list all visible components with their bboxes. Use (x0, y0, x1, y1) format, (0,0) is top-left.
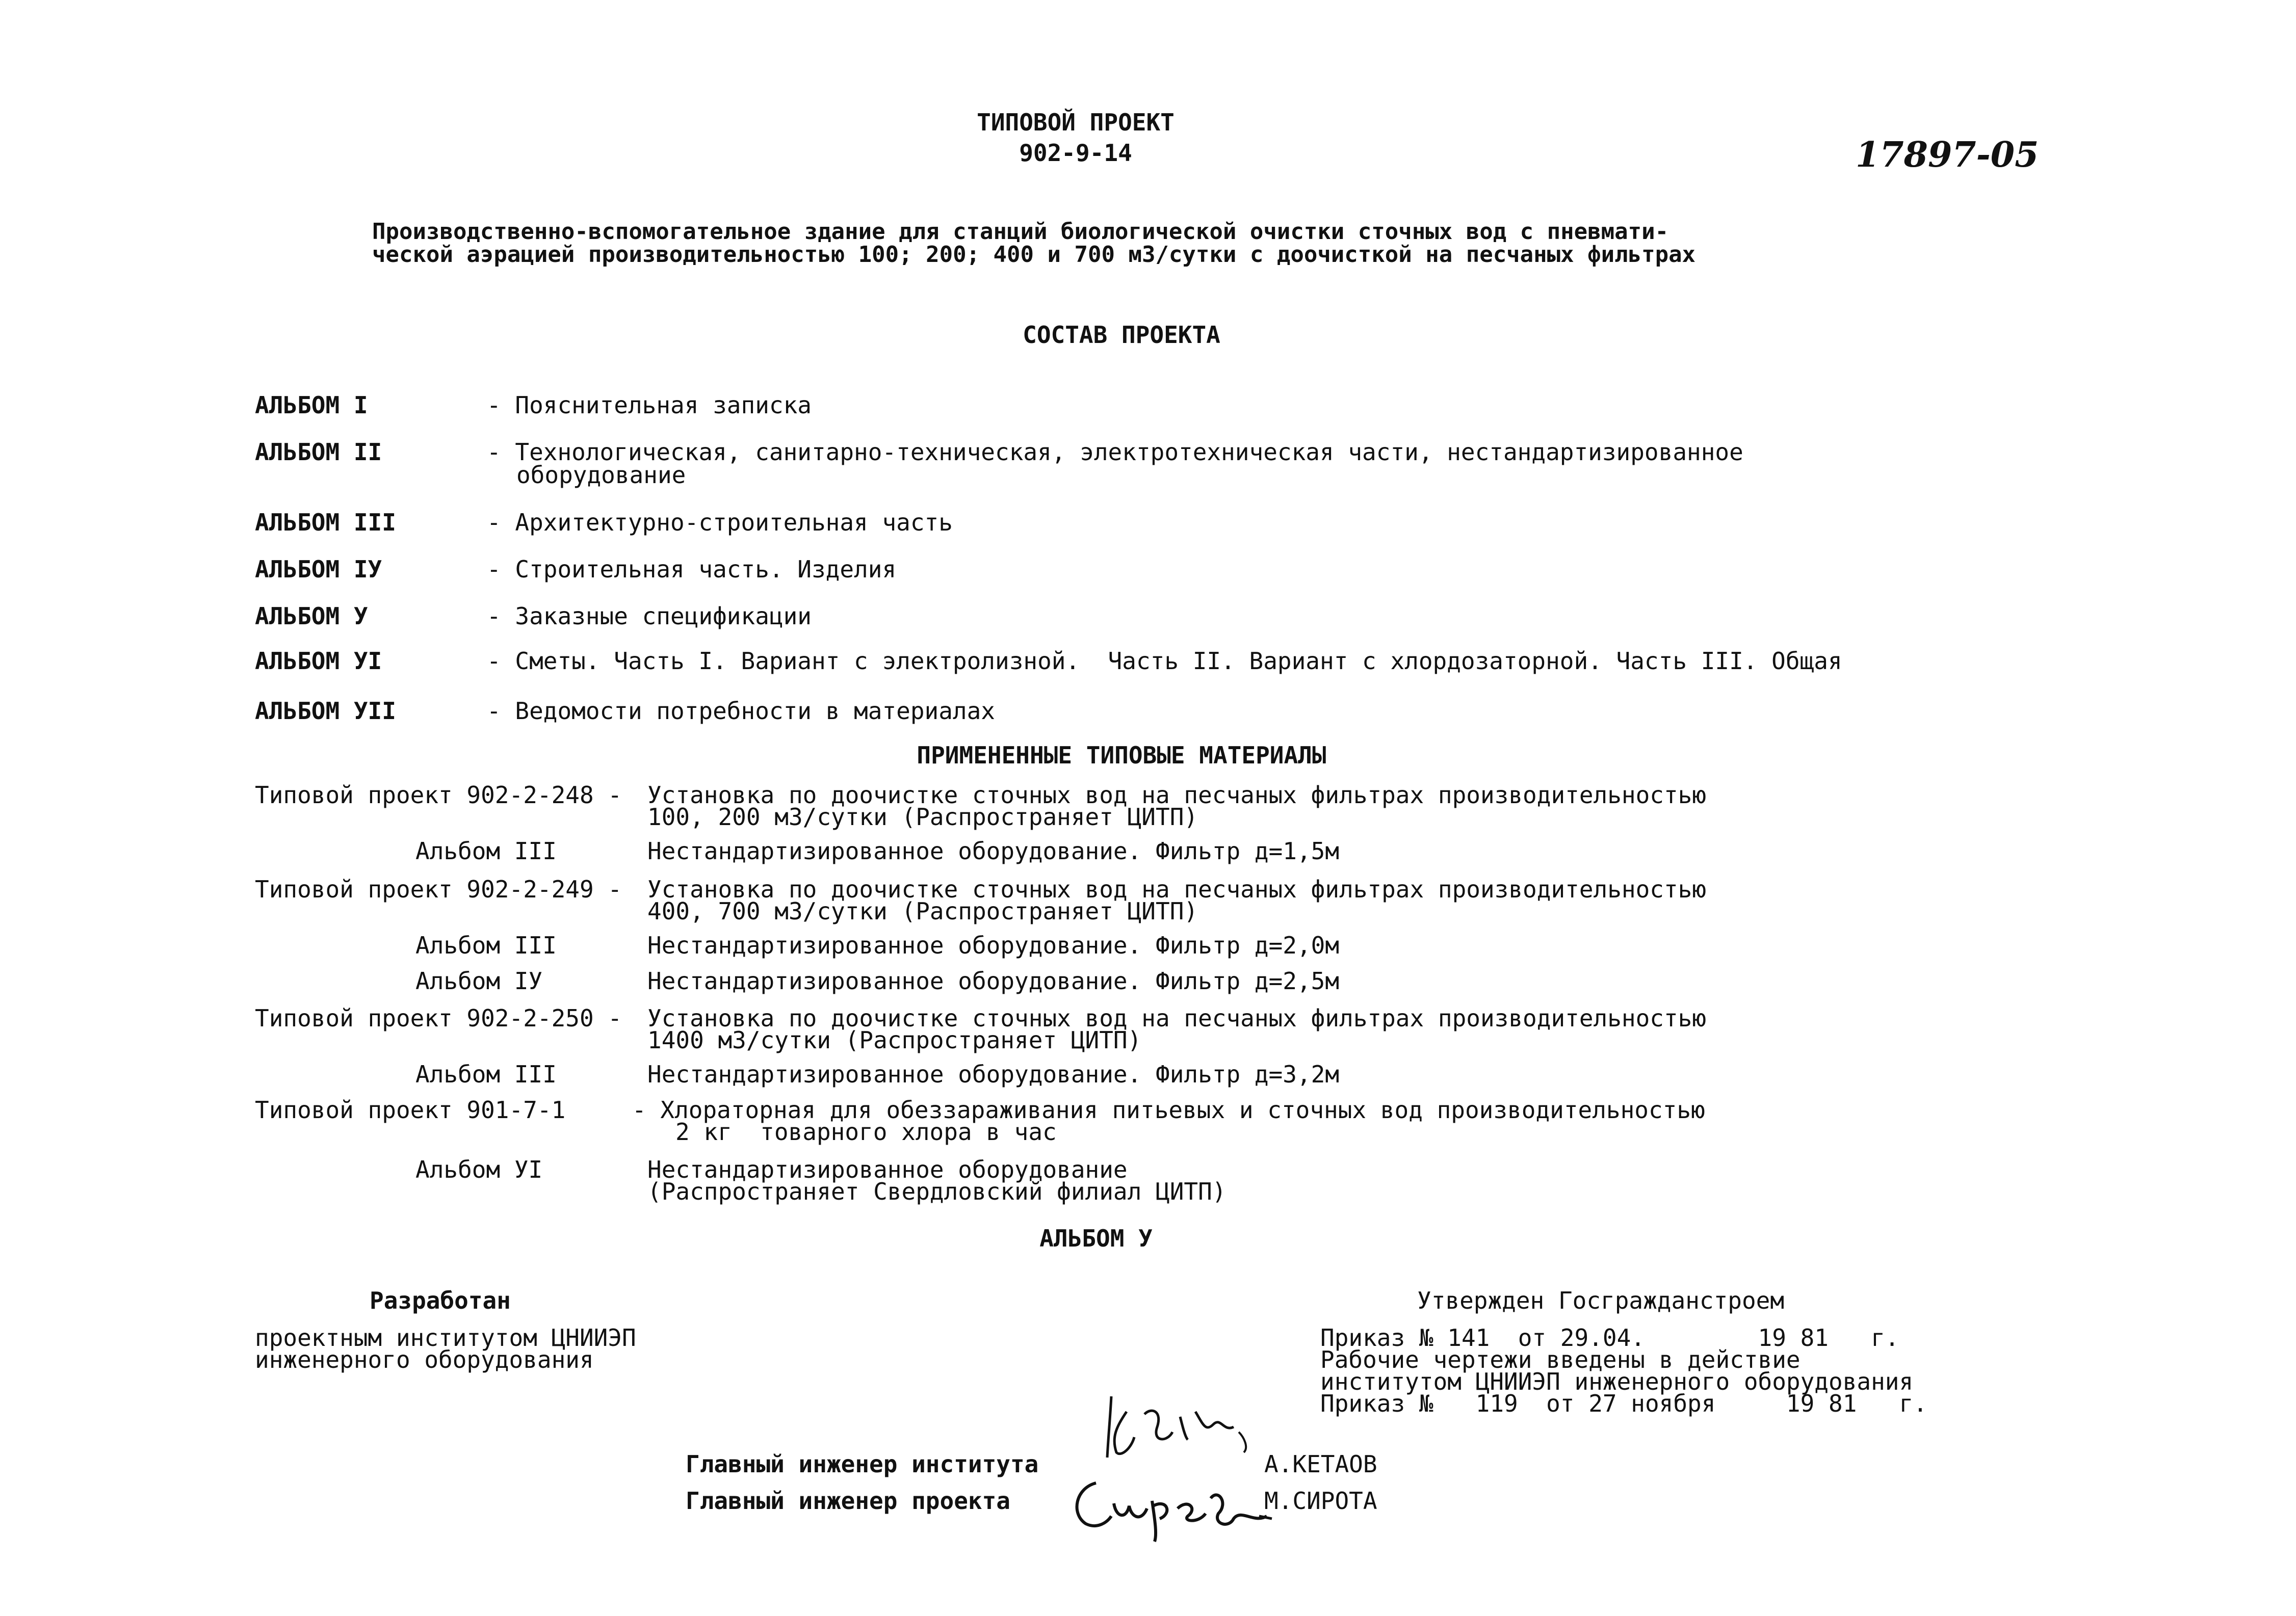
material-album-label: Альбом III (415, 932, 557, 959)
album-name: АЛЬБОМ IУ (255, 555, 382, 583)
material-project-text: Установка по доочистке сточных вод на песчаных фильтрах производительностью (647, 1004, 1707, 1032)
material-album-text: Нестандартизированное оборудование. Фильтр д=1,5м (647, 837, 1340, 865)
material-album-text: Нестандартизированное оборудование. Фильтр д=3,2м (647, 1061, 1340, 1088)
material-project-label: Типовой проект 902-2-248 - (255, 781, 622, 809)
album-name: АЛЬБОМ У (255, 602, 368, 630)
album-description: - Технологическая, санитарно-техническая, электротехническая части, нестандартизированное (487, 438, 1743, 466)
album-description: - Ведомости потребности в материалах (487, 697, 995, 725)
material-album-text: Нестандартизированное оборудование (647, 1156, 1128, 1183)
album-description: - Архитектурно-строительная часть (487, 509, 953, 536)
material-album-text-cont: (Распространяет Свердловский филиал ЦИТП) (647, 1178, 1227, 1205)
material-project-text-cont: 1400 м3/сутки (Распространяет ЦИТП) (647, 1026, 1142, 1054)
doc-type-title: ТИПОВОЙ ПРОЕКТ (977, 109, 1175, 136)
album-name: АЛЬБОМ УI (255, 647, 382, 675)
material-album-label: Альбом УI (415, 1156, 543, 1183)
inventory-number: 17897-05 (1856, 135, 2039, 175)
material-album-label: Альбом III (415, 837, 557, 865)
chief-institute-label: Главный инженер института (686, 1450, 1039, 1478)
materials-title: ПРИМЕНЕННЫЕ ТИПОВЫЕ МАТЕРИАЛЫ (917, 741, 1326, 769)
chief-project-name: М.СИРОТА (1264, 1487, 1377, 1515)
album-name: АЛЬБОМ III (255, 509, 396, 536)
material-album-text: Нестандартизированное оборудование. Фильтр д=2,0м (647, 932, 1340, 959)
project-number: 902-9-14 (1019, 139, 1132, 167)
description-line-2: ческой аэрацией производительностью 100; 200; 400 и 700 м3/сутки с доочисткой на песчаных фильтрах (372, 242, 1696, 268)
developed-line-1: проектным институтом ЦНИИЭП (255, 1324, 636, 1352)
material-project-text-cont: 400, 700 м3/сутки (Распространяет ЦИТП) (647, 897, 1198, 925)
material-project-label: Типовой проект 901-7-1 (255, 1096, 566, 1124)
material-project-text: Установка по доочистке сточных вод на песчаных фильтрах производительностью (647, 876, 1707, 903)
material-project-text: Установка по доочистке сточных вод на песчаных фильтрах производительностью (647, 781, 1707, 809)
chief-project-label: Главный инженер проекта (686, 1487, 1010, 1515)
album-name: АЛЬБОМ I (255, 391, 368, 419)
approved-title: Утвержден Госгражданстроем (1417, 1287, 1785, 1314)
album-description: - Сметы. Часть I. Вариант с электролизной. Часть II. Вариант с хлордозаторной. Часть III. Общая (487, 647, 1842, 675)
album-name: АЛЬБОМ II (255, 438, 382, 466)
material-project-label: Типовой проект 902-2-249 - (255, 876, 622, 903)
album-description: - Строительная часть. Изделия (487, 555, 897, 583)
signature-kertaov-image (1096, 1376, 1264, 1473)
description-line-1: Производственно-вспомогательное здание для станций биологической очистки сточных вод с пневмати- (372, 219, 1669, 245)
material-album-label: Альбом III (415, 1061, 557, 1088)
current-album: АЛЬБОМ У (1039, 1225, 1153, 1252)
developed-line-2: инженерного оборудования (255, 1346, 594, 1373)
composition-title: СОСТАВ ПРОЕКТА (1023, 321, 1220, 349)
material-album-text: Нестандартизированное оборудование. Фильтр д=2,5м (647, 967, 1340, 995)
signature-sirota-image (1065, 1468, 1280, 1544)
chief-institute-name: А.КЕТАОВ (1264, 1450, 1377, 1478)
album-description: - Пояснительная записка (487, 391, 812, 419)
album-description-cont: оборудование (516, 461, 686, 489)
material-project-label: Типовой проект 902-2-250 - (255, 1004, 622, 1032)
approved-line-2: Рабочие чертежи введены в действие (1320, 1346, 1801, 1373)
approved-order-2: Приказ № 119 от 27 ноября 19 81 г. (1320, 1390, 1927, 1417)
material-project-text-cont: 2 кг товарного хлора в час (675, 1118, 1057, 1146)
album-name: АЛЬБОМ УII (255, 697, 396, 725)
approved-line-3: институтом ЦНИИЭП инженерного оборудования (1320, 1368, 1914, 1395)
developed-title: Разработан (370, 1287, 511, 1314)
album-description: - Заказные спецификации (487, 602, 812, 630)
material-project-text-cont: 100, 200 м3/сутки (Распространяет ЦИТП) (647, 803, 1198, 831)
material-project-text: - Хлораторная для обеззараживания питьевых и сточных вод производительностью (632, 1096, 1705, 1124)
approved-order-1: Приказ № 141 от 29.04. 19 81 г. (1320, 1324, 1899, 1352)
material-album-label: Альбом IУ (415, 967, 543, 995)
